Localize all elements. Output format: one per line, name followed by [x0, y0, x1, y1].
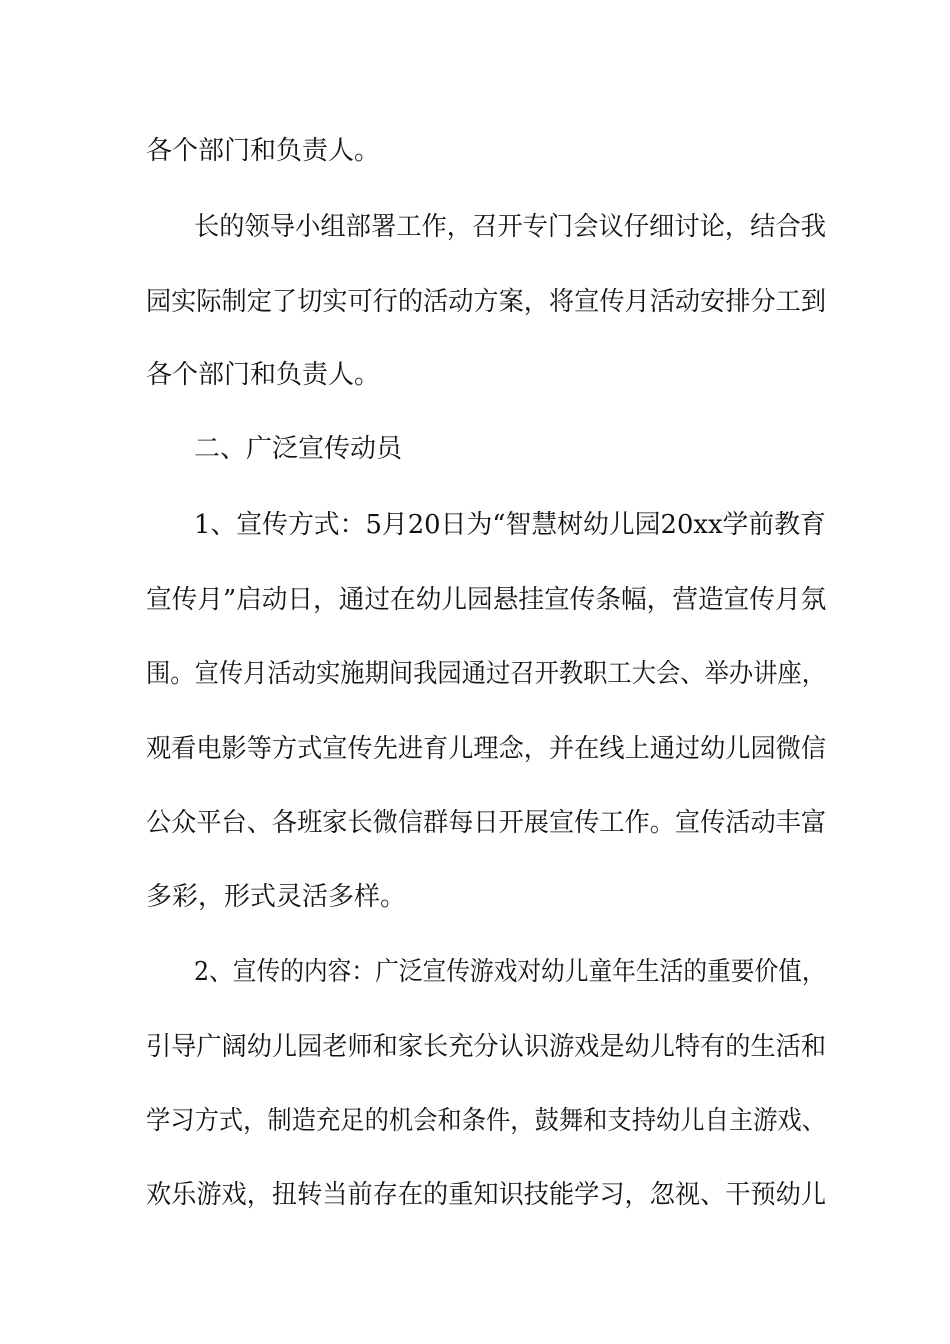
text-line-13: 引导广阔幼儿园老师和家长充分认识游戏是幼儿特有的生活和 — [146, 1032, 827, 1062]
text-line-3: 园实际制定了切实可行的活动方案，将宣传月活动安排分工到 — [146, 287, 827, 317]
text-line-6: 1、宣传方式：5月20日为“智慧树幼儿园20xx学前教育 — [194, 510, 826, 540]
section-heading: 二、广泛宣传动员 — [194, 434, 403, 464]
text-line-9: 观看电影等方式宣传先进育儿理念，并在线上通过幼儿园微信 — [146, 734, 827, 764]
text-line-10: 公众平台、各班家长微信群每日开展宣传工作。宣传活动丰富 — [146, 808, 827, 838]
text-line-4: 各个部门和负责人。 — [146, 360, 381, 390]
text-line-15: 欢乐游戏，扭转当前存在的重知识技能学习，忽视、干预幼儿 — [146, 1180, 827, 1210]
text-line-14: 学习方式，制造充足的机会和条件，鼓舞和支持幼儿自主游戏、 — [146, 1106, 827, 1136]
text-line-8: 围。宣传月活动实施期间我园通过召开教职工大会、举办讲座， — [146, 659, 827, 689]
text-line-1: 各个部门和负责人。 — [146, 136, 381, 166]
text-line-7: 宣传月”启动日，通过在幼儿园悬挂宣传条幅，营造宣传月氛 — [146, 585, 827, 615]
text-line-11: 多彩，形式灵活多样。 — [146, 882, 407, 912]
text-line-2: 长的领导小组部署工作，召开专门会议仔细讨论，结合我 — [194, 212, 827, 242]
text-line-12: 2、宣传的内容：广泛宣传游戏对幼儿童年生活的重要价值， — [194, 957, 826, 987]
